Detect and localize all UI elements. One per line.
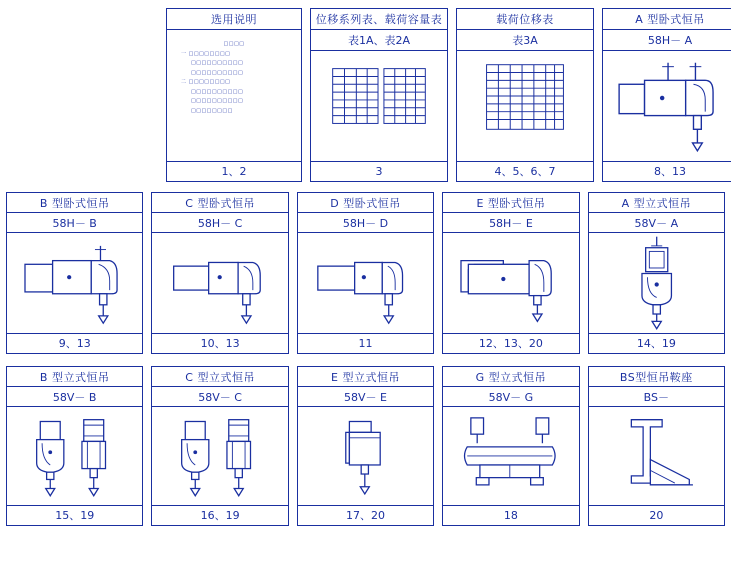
hoist-c-vertical-svg xyxy=(152,407,287,505)
card-graphic-vert-b xyxy=(7,407,142,505)
card-header: E 型卧式恒吊 xyxy=(443,193,578,213)
mini-text-line: □□□□□□□□ xyxy=(191,107,233,114)
card-row-3 xyxy=(0,354,731,526)
card-header: A 型卧式恒吊 xyxy=(603,9,731,30)
card-subheader: 58V－ A xyxy=(589,213,724,233)
hoist-e-horizontal-svg xyxy=(443,233,578,332)
card-type-b-horizontal[interactable] xyxy=(6,192,143,354)
card-subheader: 58V－ C xyxy=(152,387,287,407)
mini-text-line: □□□□□□□□□□ xyxy=(191,98,244,105)
card-tables-1a-2a[interactable] xyxy=(310,8,448,182)
card-graphic-table-single xyxy=(457,51,593,161)
card-row-1 xyxy=(0,0,731,182)
card-instructions[interactable] xyxy=(166,8,302,182)
card-header: 位移系列表、载荷容量表 xyxy=(311,9,447,30)
card-graphic-horiz-e xyxy=(443,233,578,332)
hoist-e-vertical-svg xyxy=(298,407,433,505)
table-single-svg xyxy=(457,51,593,161)
card-header: BS型恒吊鞍座 xyxy=(589,367,724,387)
card-row-2 xyxy=(0,182,731,354)
card-subheader: 58V－ G xyxy=(443,387,578,407)
card-subheader: 表1A、表2A xyxy=(311,30,447,51)
hoist-b-vertical-svg xyxy=(7,407,142,505)
card-subheader: 58V－ B xyxy=(7,387,142,407)
card-graphic-horiz-b xyxy=(7,233,142,332)
card-footer: 3 xyxy=(311,161,447,181)
mini-text-line: 二 □□□□□□□□ xyxy=(181,79,231,86)
card-graphic-vert-e xyxy=(298,407,433,505)
card-type-a-vertical[interactable] xyxy=(588,192,725,354)
card-header: D 型卧式恒吊 xyxy=(298,193,433,213)
hoist-d-horizontal-svg xyxy=(298,233,433,332)
card-graphic-horiz-d xyxy=(298,233,433,332)
card-graphic-text-block xyxy=(167,30,301,161)
card-bs-saddle[interactable] xyxy=(588,366,725,526)
card-footer: 11 xyxy=(298,333,433,353)
hoist-a-vertical-svg xyxy=(589,233,724,332)
bs-saddle-svg xyxy=(589,407,724,505)
card-type-a-horizontal[interactable] xyxy=(602,8,731,182)
table-pair-svg xyxy=(311,51,447,161)
card-header: C 型立式恒吊 xyxy=(152,367,287,387)
card-subheader: BS－ xyxy=(589,387,724,407)
card-subheader: 58H－ E xyxy=(443,213,578,233)
card-footer: 20 xyxy=(589,505,724,525)
card-type-e-vertical[interactable] xyxy=(297,366,434,526)
card-graphic-horiz-c xyxy=(152,233,287,332)
card-footer: 18 xyxy=(443,505,578,525)
card-subheader: 58H－ C xyxy=(152,213,287,233)
card-graphic-vert-a xyxy=(589,233,724,332)
card-graphic-vert-c xyxy=(152,407,287,505)
card-footer: 8、13 xyxy=(603,161,731,181)
card-header: E 型立式恒吊 xyxy=(298,367,433,387)
card-header: A 型立式恒吊 xyxy=(589,193,724,213)
card-type-c-horizontal[interactable] xyxy=(151,192,288,354)
card-footer: 4、5、6、7 xyxy=(457,161,593,181)
mini-text-line: □□□□□□□□□□ xyxy=(191,88,244,95)
card-footer: 9、13 xyxy=(7,333,142,353)
hoist-g-vertical-svg xyxy=(443,407,578,505)
hoist-a-horizontal-svg xyxy=(603,51,731,161)
card-footer: 10、13 xyxy=(152,333,287,353)
card-table-3a[interactable] xyxy=(456,8,594,182)
card-graphic-table-pair xyxy=(311,51,447,161)
card-graphic-vert-g xyxy=(443,407,578,505)
card-footer: 17、20 xyxy=(298,505,433,525)
card-subheader: 58H－ B xyxy=(7,213,142,233)
card-graphic-saddle xyxy=(589,407,724,505)
card-header: 载荷位移表 xyxy=(457,9,593,30)
mini-text-line: □□□□ xyxy=(223,41,245,48)
card-type-c-vertical[interactable] xyxy=(151,366,288,526)
card-footer: 12、13、20 xyxy=(443,333,578,353)
mini-text-line: □□□□□□□□□□ xyxy=(191,60,244,67)
card-footer: 14、19 xyxy=(589,333,724,353)
card-subheader: 58H－ D xyxy=(298,213,433,233)
card-type-e-horizontal[interactable] xyxy=(442,192,579,354)
card-subheader: 58H－ A xyxy=(603,30,731,51)
mini-text-line: 一 □□□□□□□□ xyxy=(181,50,231,57)
card-type-b-vertical[interactable] xyxy=(6,366,143,526)
card-type-g-vertical[interactable] xyxy=(442,366,579,526)
card-header: B 型立式恒吊 xyxy=(7,367,142,387)
mini-text-lines xyxy=(167,30,301,161)
mini-text-line: □□□□□□□□□□ xyxy=(191,69,244,76)
card-graphic-horiz-a xyxy=(603,51,731,161)
card-type-d-horizontal[interactable] xyxy=(297,192,434,354)
card-footer: 16、19 xyxy=(152,505,287,525)
card-subheader: 表3A xyxy=(457,30,593,51)
hoist-b-horizontal-svg xyxy=(7,233,142,332)
card-subheader: 58V－ E xyxy=(298,387,433,407)
hoist-c-horizontal-svg xyxy=(152,233,287,332)
card-footer: 1、2 xyxy=(167,161,301,181)
card-footer: 15、19 xyxy=(7,505,142,525)
card-header: 选用说明 xyxy=(167,9,301,30)
card-header: G 型立式恒吊 xyxy=(443,367,578,387)
card-header: C 型卧式恒吊 xyxy=(152,193,287,213)
card-header: B 型卧式恒吊 xyxy=(7,193,142,213)
